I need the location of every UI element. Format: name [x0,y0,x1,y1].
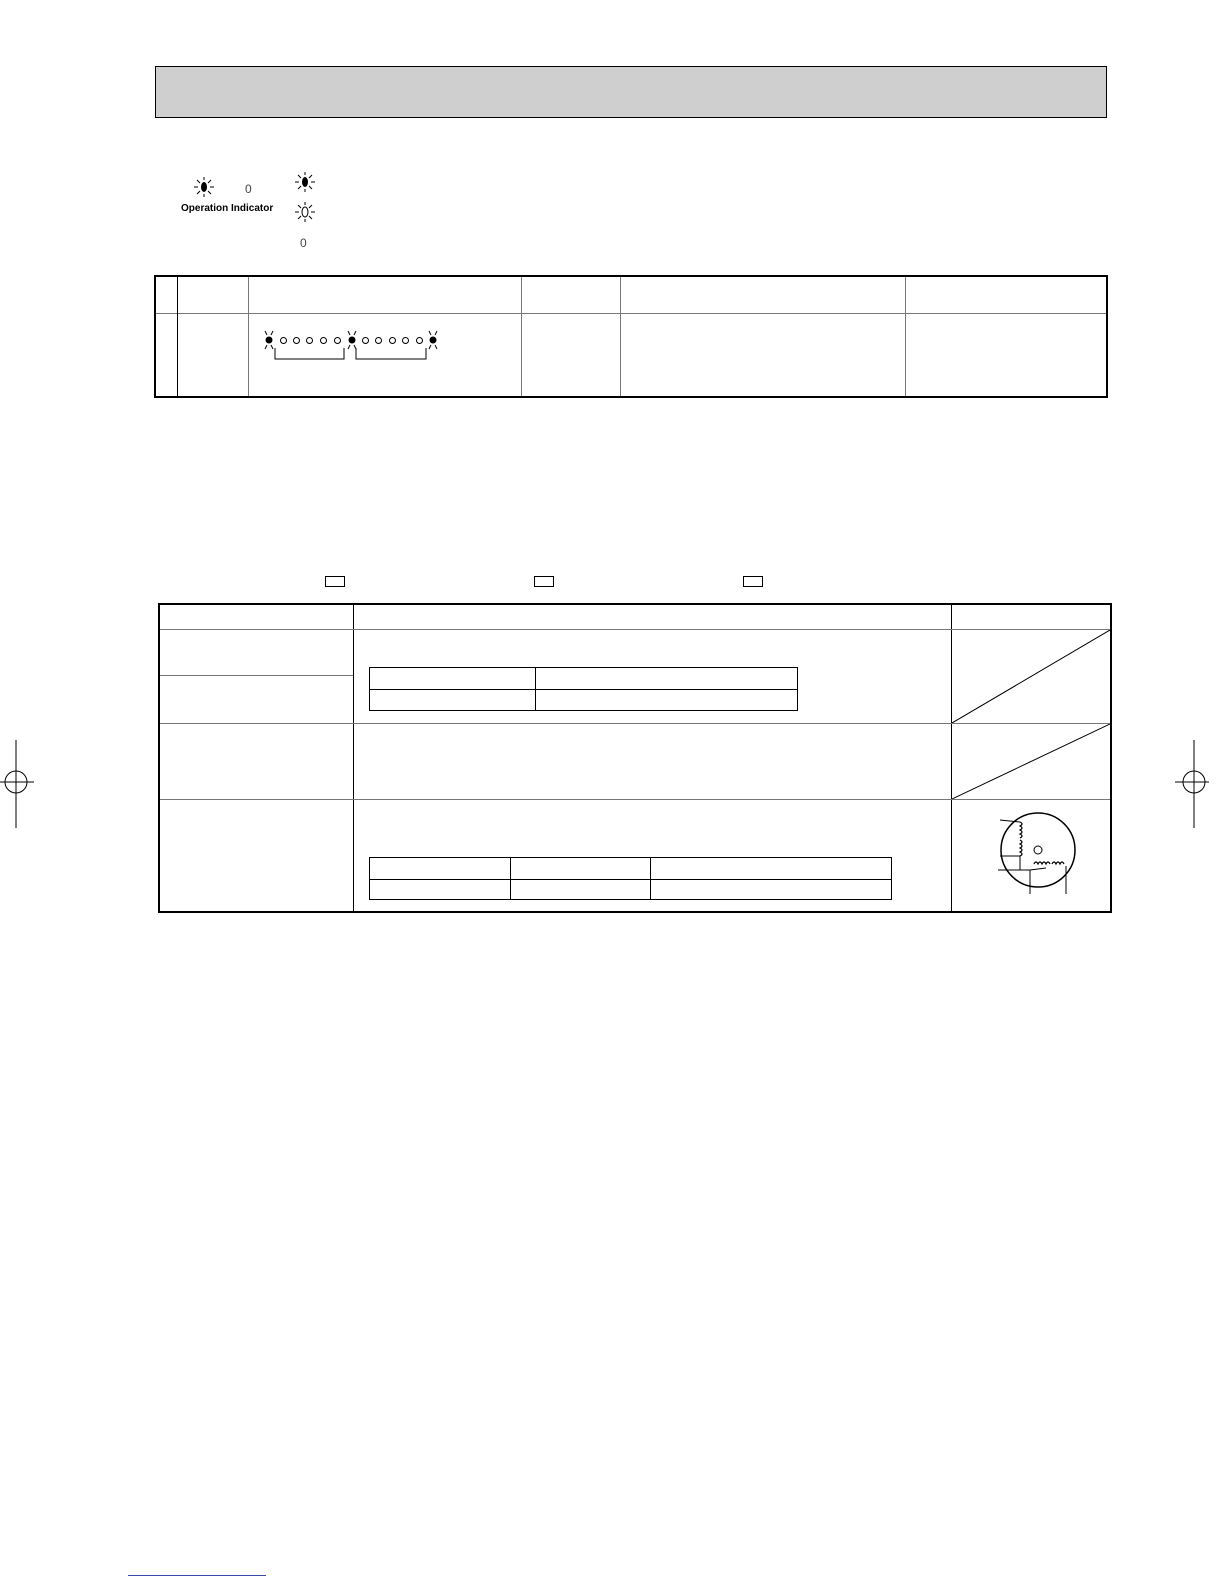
interval-bracket [272,348,436,362]
lit-led-icon [192,176,216,198]
registration-mark-icon [0,740,36,830]
not-applicable-slash [952,630,1110,723]
unlit-led-icon [375,337,382,344]
off-symbol: 0 [245,182,252,196]
blinking-led-icon [345,330,359,350]
symbol-box [534,576,554,587]
unlit-led-icon [306,337,313,344]
operation-indicator-label: Operation Indicator [181,203,274,214]
inner-spec-table [369,667,798,711]
unlit-led-icon [334,337,341,344]
inner-resistance-table [369,857,892,900]
symbol-box [743,576,763,587]
blinking-led-icon [262,330,276,350]
blinking-led-icon [293,201,317,223]
unlit-led-icon [320,337,327,344]
unlit-led-icon [416,337,423,344]
unlit-led-icon [293,337,300,344]
not-applicable-slash [952,724,1110,799]
symbol-box [325,576,345,587]
unlit-led-icon: 0 [300,236,307,250]
unlit-led-icon [362,337,369,344]
motor-schematic-icon [990,808,1080,894]
unlit-led-icon [280,337,287,344]
unlit-led-icon [389,337,396,344]
unlit-led-icon [402,337,409,344]
section-header-bar [155,66,1107,118]
footer-link[interactable] [128,1575,266,1576]
registration-mark-icon [1175,740,1211,830]
blinking-led-icon [426,330,440,350]
lit-led-icon [293,171,317,193]
